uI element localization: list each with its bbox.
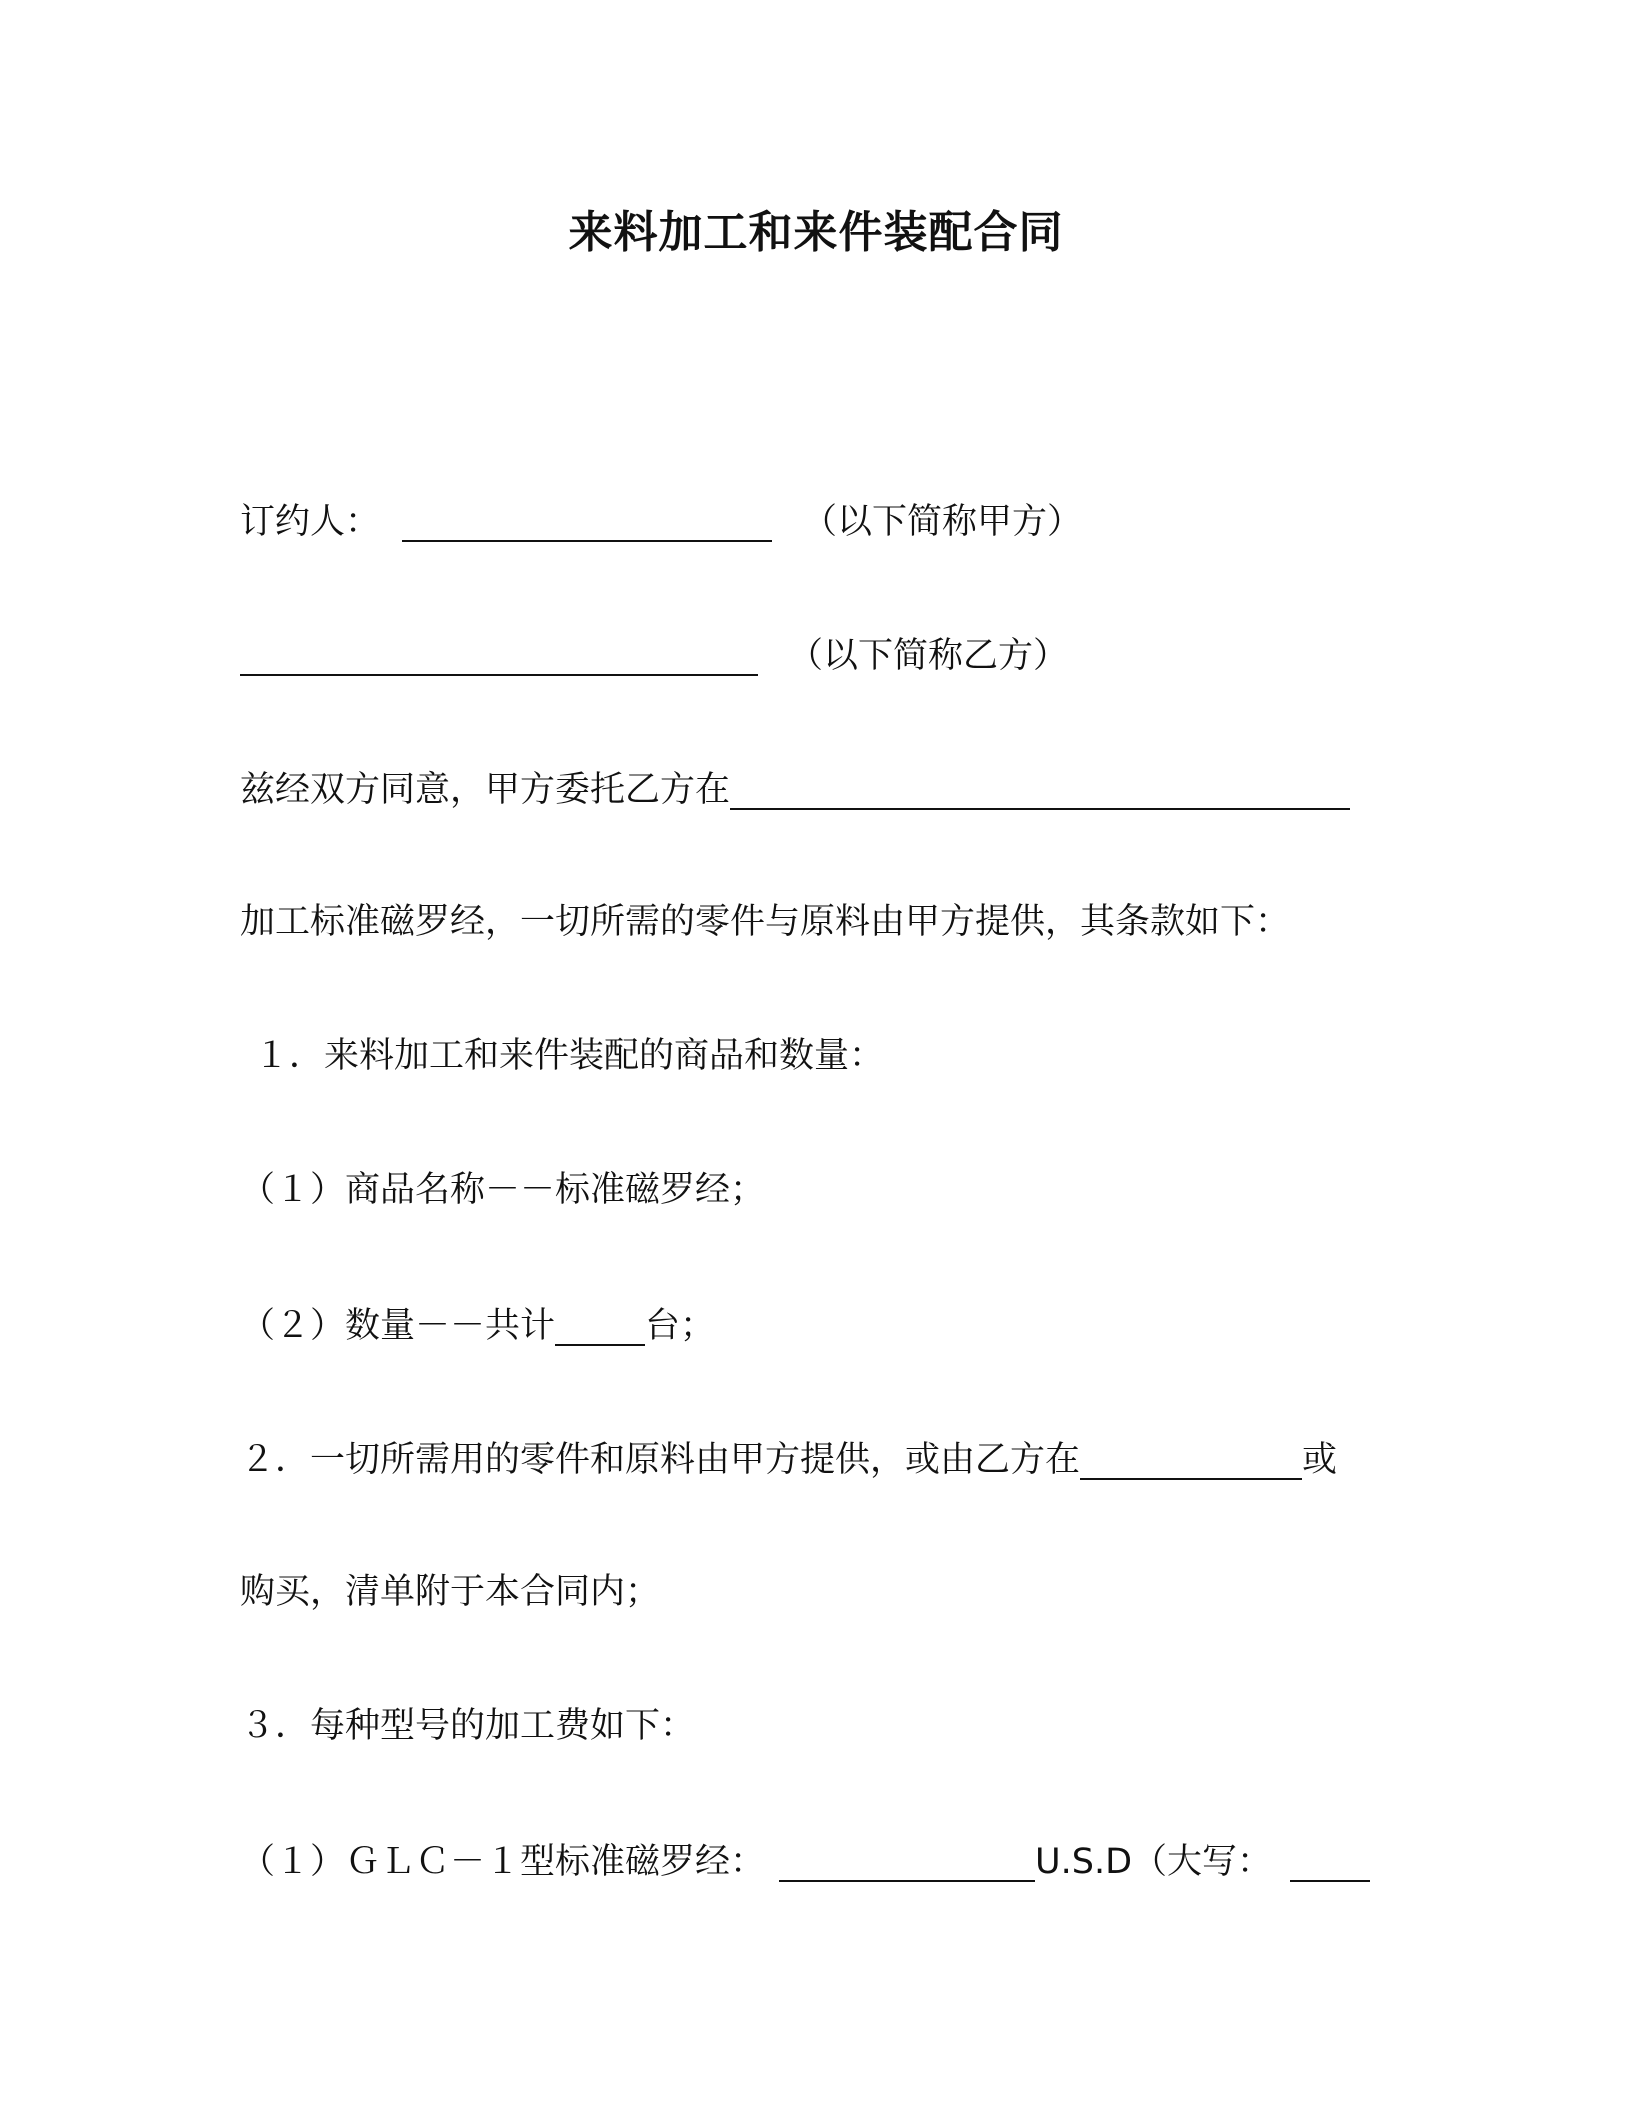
clause-3-heading-text: ３．每种型号的加工费如下：: [240, 1706, 696, 1746]
clause-3-item-1-prefix: （１）ＧＬＣ－１型标准磁罗经：: [240, 1842, 766, 1882]
party-a-name-blank[interactable]: [402, 496, 772, 542]
intro-text-2: 加工标准磁罗经，一切所需的零件与原料由甲方提供，其条款如下：: [240, 902, 1291, 942]
clause-2-line-2-text: 购买，清单附于本合同内；: [240, 1572, 661, 1612]
clause-1-item-1: [240, 1166, 765, 1214]
document-title: 来料加工和来件装配合同: [568, 207, 1064, 258]
clause-1-item-2-prefix: （２）数量－－共计: [240, 1306, 556, 1346]
clause-2-line-2: [240, 1568, 660, 1616]
fee-amount-blank[interactable]: [779, 1836, 1035, 1882]
clause-2-prefix: ２．一切所需用的零件和原料由甲方提供，或由乙方在: [240, 1440, 1081, 1480]
clause-3-item-1: [240, 1836, 1370, 1886]
party-b-line: [240, 630, 1068, 680]
party-a-suffix: （以下简称甲方）: [802, 502, 1083, 542]
clause-1-item-2: [240, 1300, 715, 1350]
intro-line-2: [240, 898, 1290, 946]
location-blank[interactable]: [730, 764, 1350, 810]
clause-1-item-1-text: （１）商品名称－－标准磁罗经；: [240, 1170, 766, 1210]
purchase-location-blank[interactable]: [1080, 1434, 1302, 1480]
clause-2-suffix: 或: [1302, 1440, 1338, 1480]
intro-text-1: 兹经双方同意，甲方委托乙方在: [240, 770, 731, 810]
fee-amount-words-blank[interactable]: [1290, 1836, 1370, 1882]
clause-1-heading-text: １．来料加工和来件装配的商品和数量：: [254, 1036, 885, 1076]
clause-3-heading: [240, 1702, 695, 1750]
clause-1-heading: [254, 1032, 884, 1080]
party-a-label: 订约人：: [240, 502, 381, 542]
intro-line-1: [240, 764, 1350, 814]
quantity-blank[interactable]: [555, 1300, 645, 1346]
party-a-line: [240, 496, 1082, 546]
clause-2-line-1: [240, 1434, 1337, 1484]
clause-1-item-2-suffix: 台；: [645, 1306, 716, 1346]
clause-3-currency: U.S.D（大写：: [1035, 1842, 1273, 1882]
party-b-name-blank[interactable]: [240, 630, 758, 676]
party-b-suffix: （以下简称乙方）: [788, 636, 1069, 676]
